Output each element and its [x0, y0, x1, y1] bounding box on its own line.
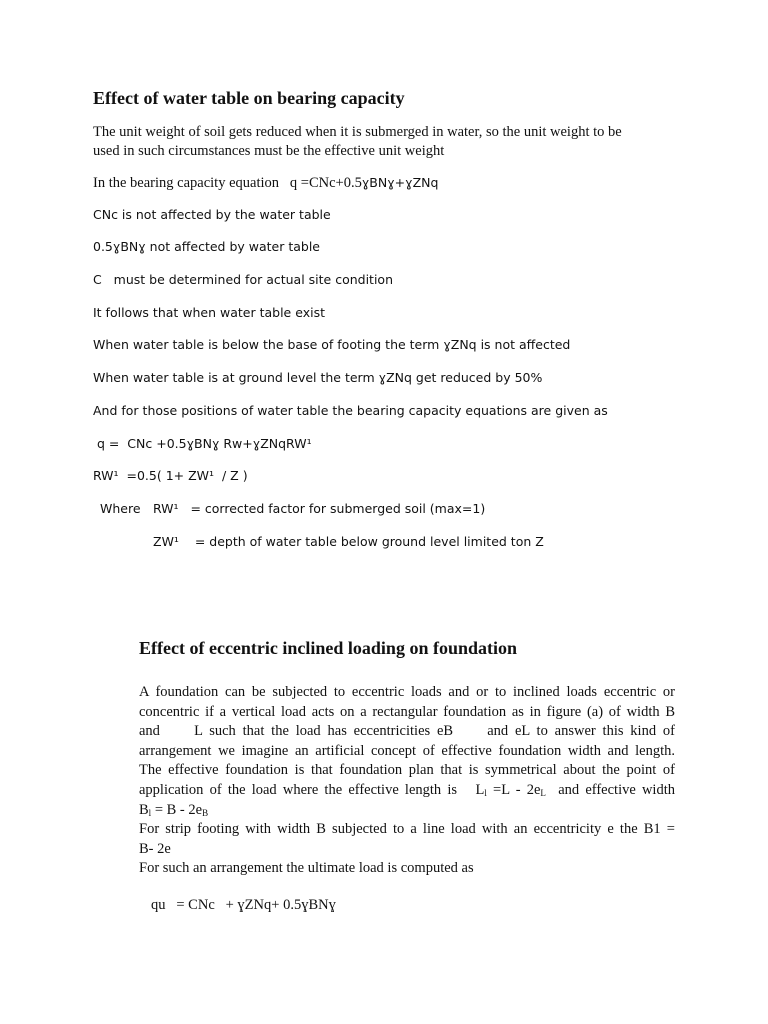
intro-line-2: used in such circumstances must be the effective unit weight	[93, 143, 445, 159]
equation-rw: RW¹ =0.5( 1+ ZW¹ / Z )	[93, 468, 248, 483]
where-zw: ZW¹ = depth of water table below ground level limited ton Z	[153, 534, 544, 549]
para-line-application: application of the load where the effective length is $L_l =L - 2e_L$ and effective width	[139, 781, 675, 798]
para-line: arrangement we imagine an artificial concept of effective foundation width and length.	[139, 742, 675, 759]
line-c: C must be determined for actual site condition	[93, 272, 394, 287]
line-positions: And for those positions of water table the bearing capacity equations are given as	[93, 403, 608, 418]
para-line-b1: $B_l = B - 2e_B$	[139, 801, 209, 818]
line-below: When water table is below the base of footing the term ɣZNq is not affected	[93, 337, 571, 352]
para-line: The effective foundation is that foundation plan that is symmetrical about the point of	[139, 762, 675, 779]
application-text: application of the load where the effective length is	[139, 781, 458, 798]
para-line: concentric if a vertical load acts on a rectangular foundation as in figure (a) of width B	[139, 703, 675, 720]
intro-line-1: The unit weight of soil gets reduced when it is submerged in water, so the unit weight to be	[93, 124, 622, 140]
line-ground: When water table is at ground level the term ɣZNq get reduced by 50%	[93, 370, 543, 385]
where-label: Where	[100, 501, 141, 516]
para-line: A foundation can be subjected to eccentric loads and or to inclined loads eccentric or	[139, 684, 675, 700]
arrangement-line: For such an arrangement the ultimate load is computed as	[139, 860, 474, 877]
line-bny: 0.5ɣBNɣ not affected by water table	[93, 239, 321, 254]
strip-line-2: B- 2e	[139, 840, 171, 857]
where-rw: RW¹ = corrected factor for submerged soil (max=1)	[153, 501, 486, 516]
equation-q: q = CNc +0.5ɣBNɣ Rw+ɣZNqRW¹	[93, 436, 312, 451]
equation-sans-part: ɣBNɣ+ɣZNq	[361, 175, 439, 190]
section1-heading: Effect of water table on bearing capacity	[93, 88, 405, 108]
section2-heading: Effect of eccentric inclined loading on foundation	[139, 638, 517, 658]
line-follows: It follows that when water table exist	[93, 305, 325, 320]
para-line: and L such that the load has eccentricities eB and eL to answer this kind of	[139, 723, 675, 740]
strip-line-1: For strip footing with width B subjected to a line load with an eccentricity e the B1 =	[139, 821, 675, 838]
equation-intro-line	[93, 174, 438, 193]
line-cnc: CNc is not affected by the water table	[93, 207, 331, 222]
eccentric-paragraph	[139, 683, 675, 879]
equation-serif-part: q =CNc+0.5	[289, 175, 362, 191]
qu-equation: qu = CNc + ɣZNq+ 0.5ɣBNɣ	[151, 897, 336, 913]
equation-intro-text: In the bearing capacity equation	[93, 175, 280, 191]
